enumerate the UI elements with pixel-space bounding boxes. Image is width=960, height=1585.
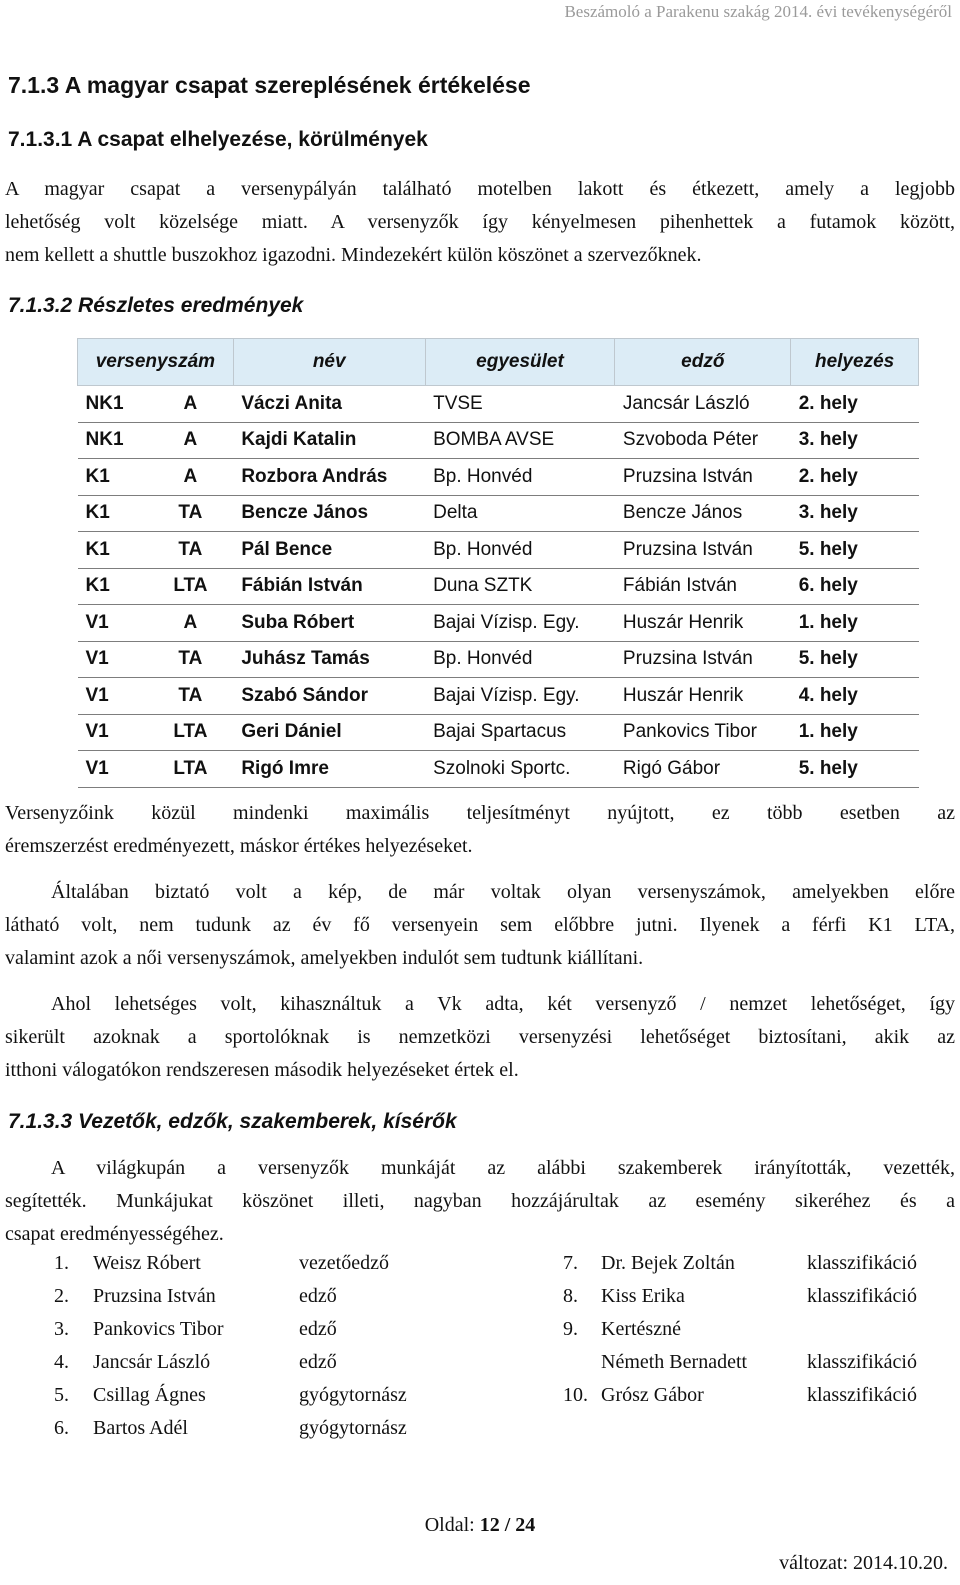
text-line: Versenyzőink közül mindenki maximális teljesítményt nyújtott, ez több esetben az bbox=[5, 802, 955, 824]
coach-cell: Pruzsina István bbox=[615, 459, 791, 496]
staff-number: 9. bbox=[563, 1318, 578, 1340]
text-line: A világkupán a versenyzők munkáját az alábbi szakemberek irányították, vezették, bbox=[51, 1157, 955, 1179]
page-value: 12 / 24 bbox=[479, 1514, 536, 1536]
column-header-club: egyesület bbox=[425, 339, 615, 386]
event-cell: K1 bbox=[78, 459, 148, 496]
placement-cell: 4. hely bbox=[791, 678, 919, 715]
athlete-cell: Juhász Tamás bbox=[233, 641, 425, 678]
event-cell: NK1 bbox=[78, 422, 148, 459]
staff-number: 3. bbox=[54, 1318, 69, 1340]
text-line: sikerült azoknak a sportolóknak is nemzetközi versenyzési lehetőséget biztosítani, akik az bbox=[5, 1026, 955, 1048]
coach-cell: Rigó Gábor bbox=[615, 751, 791, 788]
text-line: segítették. Munkájukat köszönet illeti, nagyban hozzájárultak az esemény sikeréhez és a bbox=[5, 1190, 955, 1212]
staff-name: Weisz Róbert bbox=[93, 1252, 201, 1274]
column-header-name: név bbox=[233, 339, 425, 386]
subsection-heading-results: 7.1.3.2 Részletes eredmények bbox=[8, 294, 304, 317]
event-cell: K1 bbox=[78, 495, 148, 532]
club-cell: Bajai Spartacus bbox=[425, 714, 615, 751]
club-cell: Bp. Honvéd bbox=[425, 459, 615, 496]
subsection-heading-accommodation: 7.1.3.1 A csapat elhelyezése, körülmények bbox=[8, 128, 428, 151]
table-header-row bbox=[78, 339, 919, 386]
category-cell: LTA bbox=[147, 751, 233, 788]
staff-role: klasszifikáció bbox=[807, 1351, 917, 1373]
subsection-heading-staff: 7.1.3.3 Vezetők, edzők, szakemberek, kísérők bbox=[8, 1110, 457, 1133]
version-label: változat: 2014.10.20. bbox=[779, 1552, 948, 1574]
category-cell: TA bbox=[147, 678, 233, 715]
results-paragraph-2 bbox=[5, 876, 955, 975]
event-cell: V1 bbox=[78, 751, 148, 788]
column-header-event: versenyszám bbox=[78, 339, 234, 386]
staff-role: klasszifikáció bbox=[807, 1252, 917, 1274]
staff-name: Kiss Erika bbox=[601, 1285, 685, 1307]
staff-paragraph bbox=[5, 1152, 955, 1251]
staff-role: klasszifikáció bbox=[807, 1285, 917, 1307]
event-cell: V1 bbox=[78, 605, 148, 642]
category-cell: TA bbox=[147, 641, 233, 678]
club-cell: Delta bbox=[425, 495, 615, 532]
athlete-cell: Szabó Sándor bbox=[233, 678, 425, 715]
staff-name: Pruzsina István bbox=[93, 1285, 216, 1307]
table-row bbox=[78, 459, 919, 496]
staff-name: Grósz Gábor bbox=[601, 1384, 704, 1406]
athlete-cell: Bencze János bbox=[233, 495, 425, 532]
text-line: látható volt, nem tudunk az év fő versenyein sem előbbre jutni. Ilyenek a férfi K1 LTA, bbox=[5, 914, 955, 936]
staff-name: Pankovics Tibor bbox=[93, 1318, 224, 1340]
event-cell: V1 bbox=[78, 641, 148, 678]
club-cell: BOMBA AVSE bbox=[425, 422, 615, 459]
coach-cell: Jancsár László bbox=[615, 386, 791, 423]
athlete-cell: Kajdi Katalin bbox=[233, 422, 425, 459]
text-line: éremszerzést eredményezett, máskor értékes helyezéseket. bbox=[5, 835, 473, 857]
section-heading: 7.1.3 A magyar csapat szereplésének értékelése bbox=[8, 72, 531, 98]
placement-cell: 5. hely bbox=[791, 641, 919, 678]
staff-number: 4. bbox=[54, 1351, 69, 1373]
text-line: A magyar csapat a versenypályán található motelben lakott és étkezett, amely a legjobb bbox=[5, 178, 955, 200]
staff-role: edző bbox=[299, 1285, 337, 1307]
athlete-cell: Suba Róbert bbox=[233, 605, 425, 642]
text-line: nem kellett a shuttle buszokhoz igazodni. Mindezekért külön köszönet a szervezőknek. bbox=[5, 244, 702, 266]
athlete-cell: Rigó Imre bbox=[233, 751, 425, 788]
text-line: valamint azok a női versenyszámok, amelyekben indulót sem tudtunk kiállítani. bbox=[5, 947, 644, 969]
staff-name: Jancsár László bbox=[93, 1351, 211, 1373]
placement-cell: 2. hely bbox=[791, 459, 919, 496]
column-header-coach: edző bbox=[615, 339, 791, 386]
text-line: itthoni válogatókon rendszeresen második helyezéseket értek el. bbox=[5, 1059, 519, 1081]
club-cell: Bp. Honvéd bbox=[425, 532, 615, 569]
placement-cell: 5. hely bbox=[791, 751, 919, 788]
staff-name: Kertészné bbox=[601, 1318, 681, 1340]
staff-name: Németh Bernadett bbox=[601, 1351, 748, 1373]
table-row bbox=[78, 568, 919, 605]
category-cell: A bbox=[147, 459, 233, 496]
placement-cell: 1. hely bbox=[791, 714, 919, 751]
club-cell: Bajai Vízisp. Egy. bbox=[425, 605, 615, 642]
staff-role: vezetőedző bbox=[299, 1252, 389, 1274]
coach-cell: Szvoboda Péter bbox=[615, 422, 791, 459]
results-paragraph-3 bbox=[5, 988, 955, 1087]
club-cell: Duna SZTK bbox=[425, 568, 615, 605]
accommodation-paragraph bbox=[5, 173, 955, 272]
event-cell: NK1 bbox=[78, 386, 148, 423]
staff-number: 10. bbox=[563, 1384, 588, 1406]
coach-cell: Huszár Henrik bbox=[615, 605, 791, 642]
coach-cell: Pruzsina István bbox=[615, 641, 791, 678]
table-row bbox=[78, 605, 919, 642]
table-row bbox=[78, 422, 919, 459]
staff-number: 6. bbox=[54, 1417, 69, 1439]
staff-number: 8. bbox=[563, 1285, 578, 1307]
staff-number: 1. bbox=[54, 1252, 69, 1274]
category-cell: A bbox=[147, 605, 233, 642]
athlete-cell: Geri Dániel bbox=[233, 714, 425, 751]
category-cell: A bbox=[147, 422, 233, 459]
coach-cell: Pankovics Tibor bbox=[615, 714, 791, 751]
club-cell: Szolnoki Sportc. bbox=[425, 751, 615, 788]
placement-cell: 3. hely bbox=[791, 495, 919, 532]
table-row bbox=[78, 495, 919, 532]
table-row bbox=[78, 386, 919, 423]
staff-role: gyógytornász bbox=[299, 1417, 407, 1439]
coach-cell: Fábián István bbox=[615, 568, 791, 605]
athlete-cell: Rozbora András bbox=[233, 459, 425, 496]
page-number bbox=[0, 1514, 960, 1537]
staff-name: Csillag Ágnes bbox=[93, 1384, 206, 1406]
event-cell: K1 bbox=[78, 532, 148, 569]
category-cell: A bbox=[147, 386, 233, 423]
category-cell: LTA bbox=[147, 568, 233, 605]
event-cell: V1 bbox=[78, 678, 148, 715]
club-cell: Bajai Vízisp. Egy. bbox=[425, 678, 615, 715]
running-header: Beszámoló a Parakenu szakág 2014. évi tevékenységéről bbox=[564, 2, 952, 21]
placement-cell: 5. hely bbox=[791, 532, 919, 569]
coach-cell: Bencze János bbox=[615, 495, 791, 532]
results-paragraph-1 bbox=[5, 797, 955, 863]
athlete-cell: Váczi Anita bbox=[233, 386, 425, 423]
table-row bbox=[78, 714, 919, 751]
table-row bbox=[78, 532, 919, 569]
text-line: lehetőség volt közelsége miatt. A versenyzők így kényelmesen pihenhettek a futamok között, bbox=[5, 211, 955, 233]
placement-cell: 2. hely bbox=[791, 386, 919, 423]
results-table bbox=[77, 338, 919, 788]
club-cell: Bp. Honvéd bbox=[425, 641, 615, 678]
placement-cell: 3. hely bbox=[791, 422, 919, 459]
category-cell: LTA bbox=[147, 714, 233, 751]
event-cell: K1 bbox=[78, 568, 148, 605]
club-cell: TVSE bbox=[425, 386, 615, 423]
staff-role: klasszifikáció bbox=[807, 1384, 917, 1406]
staff-role: gyógytornász bbox=[299, 1384, 407, 1406]
athlete-cell: Pál Bence bbox=[233, 532, 425, 569]
event-cell: V1 bbox=[78, 714, 148, 751]
text-line: Általában biztató volt a kép, de már voltak olyan versenyszámok, amelyekben előre bbox=[51, 881, 955, 903]
staff-number: 5. bbox=[54, 1384, 69, 1406]
table-row bbox=[78, 641, 919, 678]
athlete-cell: Fábián István bbox=[233, 568, 425, 605]
table-row bbox=[78, 678, 919, 715]
placement-cell: 1. hely bbox=[791, 605, 919, 642]
coach-cell: Huszár Henrik bbox=[615, 678, 791, 715]
text-line: Ahol lehetséges volt, kihasználtuk a Vk adta, két versenyző / nemzet lehetőséget, így bbox=[51, 993, 955, 1015]
category-cell: TA bbox=[147, 495, 233, 532]
category-cell: TA bbox=[147, 532, 233, 569]
table-row bbox=[78, 751, 919, 788]
staff-role: edző bbox=[299, 1318, 337, 1340]
staff-name: Bartos Adél bbox=[93, 1417, 188, 1439]
staff-number: 2. bbox=[54, 1285, 69, 1307]
text-line: csapat eredményességéhez. bbox=[5, 1223, 224, 1245]
page-label: Oldal: bbox=[424, 1514, 475, 1536]
staff-name: Dr. Bejek Zoltán bbox=[601, 1252, 735, 1274]
coach-cell: Pruzsina István bbox=[615, 532, 791, 569]
column-header-placement: helyezés bbox=[791, 339, 919, 386]
placement-cell: 6. hely bbox=[791, 568, 919, 605]
staff-number: 7. bbox=[563, 1252, 578, 1274]
staff-role: edző bbox=[299, 1351, 337, 1373]
